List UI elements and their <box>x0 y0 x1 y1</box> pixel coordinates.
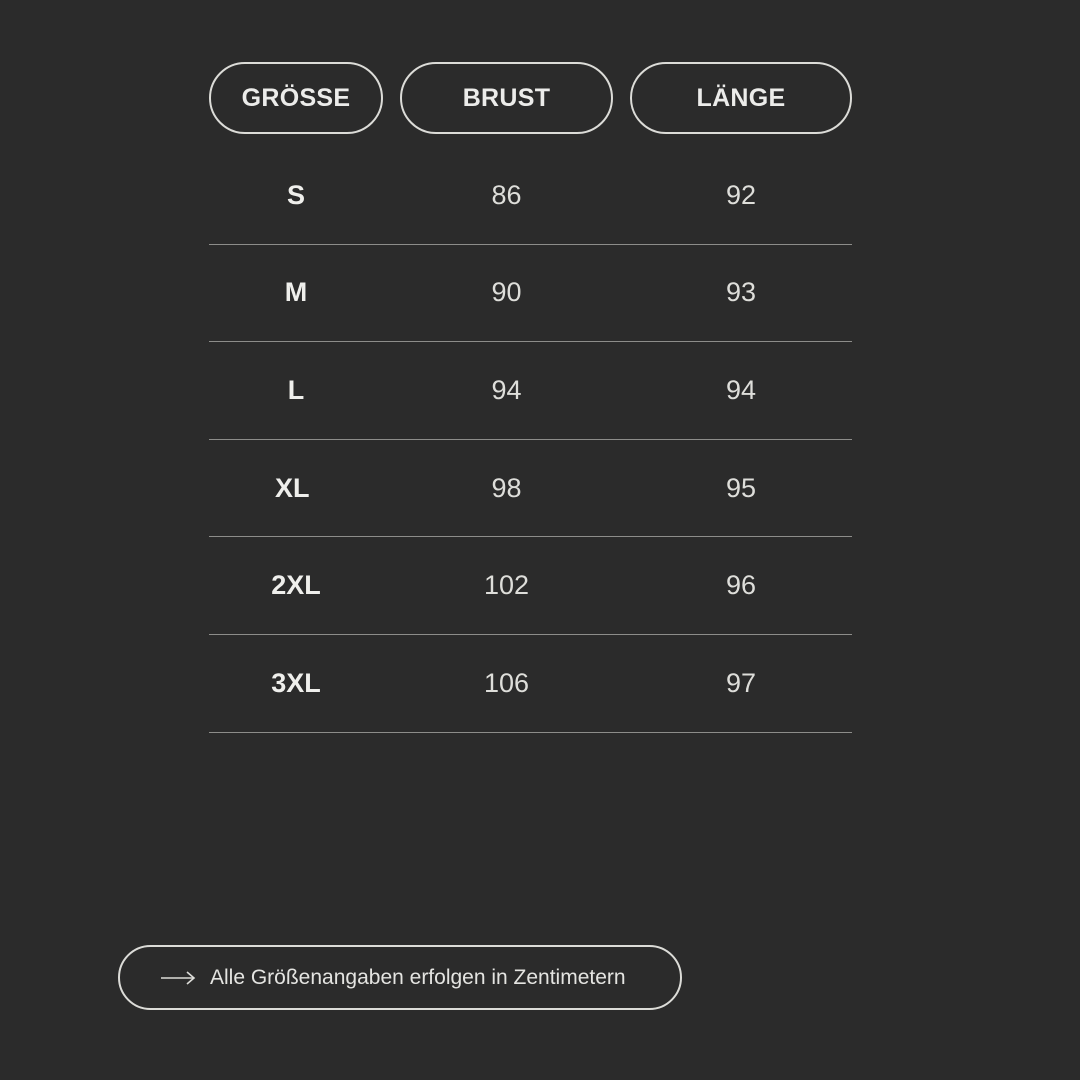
size-cell: L <box>287 374 305 405</box>
table-body <box>209 147 852 733</box>
size-cell: S <box>286 179 305 210</box>
size-cell: XL <box>275 472 310 503</box>
header-laenge: LÄNGE <box>630 62 852 134</box>
table-header <box>209 62 852 134</box>
laenge-cell: 93 <box>725 277 757 308</box>
brust-cell: 98 <box>491 472 522 503</box>
table-row <box>209 635 852 733</box>
header-size: GRÖSSE <box>209 62 383 134</box>
brust-cell: 106 <box>483 667 530 698</box>
size-chart-table <box>209 62 852 698</box>
header-brust: BRUST <box>400 62 613 134</box>
table-row <box>209 440 852 538</box>
laenge-cell: 92 <box>725 179 757 210</box>
table-row <box>209 537 852 635</box>
laenge-cell: 94 <box>725 374 757 405</box>
measurement-note <box>118 945 682 1010</box>
brust-cell: 90 <box>491 277 522 308</box>
table-row <box>209 147 852 245</box>
size-cell: M <box>284 277 308 308</box>
table-row <box>209 342 852 440</box>
brust-cell: 86 <box>491 179 522 210</box>
brust-cell: 94 <box>491 374 522 405</box>
laenge-cell: 95 <box>725 472 757 503</box>
size-cell: 2XL <box>271 570 321 601</box>
arrow-right-icon <box>160 969 196 987</box>
laenge-cell: 96 <box>725 570 757 601</box>
table-row <box>209 245 852 343</box>
size-cell: 3XL <box>271 667 321 698</box>
note-text: Alle Größenangaben erfolgen in Zentimetern <box>210 965 626 989</box>
laenge-cell: 97 <box>725 667 757 698</box>
brust-cell: 102 <box>483 570 530 601</box>
